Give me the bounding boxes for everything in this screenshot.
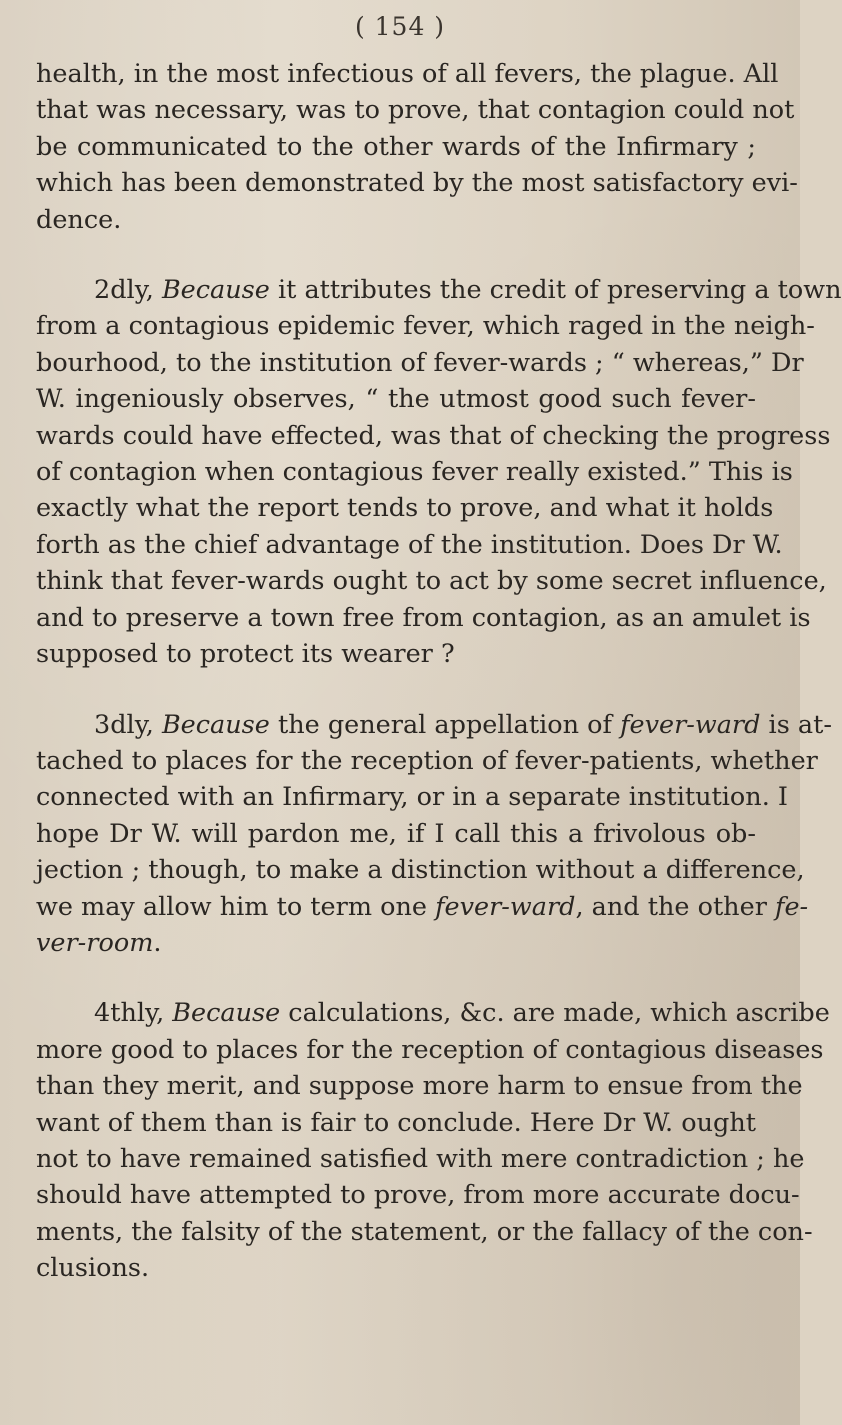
text-line [36,527,783,563]
text-line [36,202,756,238]
italic-text: fever-ward [620,709,761,740]
text-segment: . [153,927,162,958]
text-segment: supposed to protect its wearer ? [36,639,455,670]
text-line [36,925,756,961]
text-line [36,1068,803,1104]
text-segment: be communicated to the other wards of the Infirmary ; [36,131,756,162]
text-segment: is at- [760,709,832,740]
text-segment: more good to places for the reception of contagious diseases [36,1034,824,1065]
text-segment: want of them than is fair to conclude. Here Dr W. ought [36,1107,757,1138]
text-segment: which has been demonstrated by the most satisfactory evi- [36,168,798,199]
text-segment: 4thly, [94,998,173,1029]
paragraph-gap [36,961,756,995]
text-line [36,1214,813,1250]
paragraph [36,272,842,672]
paragraph [36,56,798,238]
text-segment: ments, the falsity of the statement, or the fallacy of the con- [36,1216,813,1247]
text-line [36,779,788,815]
italic-text: ver-room [36,927,154,958]
text-segment: calculations, &c. are made, which ascribe [280,998,830,1029]
text-line [36,816,756,852]
text-segment: hope Dr W. will pardon me, if I call this a frivolous ob- [36,818,756,849]
italic-text: fever-ward [435,891,576,922]
italic-text: Because [161,709,270,740]
text-line [36,1141,805,1177]
paragraph [36,995,830,1286]
text-line [36,600,811,636]
italic-text: fe- [775,891,809,922]
text-line [36,743,818,779]
text-line [36,563,827,599]
text-segment: not to have remained satisfied with mere contradiction ; he [36,1143,805,1174]
text-line [36,272,842,308]
paragraph-gap [36,238,756,272]
text-line [36,165,798,201]
italic-text: Because [161,275,270,306]
text-segment: forth as the chief advantage of the institution. Does Dr W. [36,529,783,560]
text-line [36,490,774,526]
text-segment: exactly what the report tends to prove, and what it holds [36,493,774,524]
text-segment: dence. [36,204,122,235]
italic-text: Because [172,998,281,1029]
text-line [36,1032,824,1068]
text-line [36,92,795,128]
text-line [36,707,832,743]
text-segment: should have attempted to prove, from more accurate docu- [36,1180,800,1211]
text-segment: bourhood, to the institution of fever-wards ; “ whereas,” Dr [36,347,804,378]
text-line [36,56,779,92]
text-segment: of contagion when contagious fever really existed.” This is [36,457,793,488]
text-line [36,852,805,888]
text-line [36,1105,756,1141]
text-line [36,454,793,490]
text-segment: the general appellation of [269,709,621,740]
text-line [36,636,756,672]
text-line [36,418,831,454]
body-text [36,56,842,1287]
text-segment: jection ; though, to make a distinction without a difference, [36,855,805,886]
text-line [36,1177,800,1213]
text-line [36,995,830,1031]
text-line [36,308,815,344]
text-segment: health, in the most infectious of all fevers, the plague. All [36,59,779,89]
text-segment: 2dly, [94,275,162,306]
page-number: ( 154 ) [354,12,446,41]
text-segment: it attributes the credit of preserving a town [269,275,842,306]
text-segment: and to preserve a town free from contagion, as an amulet is [36,602,811,633]
text-line [36,889,809,925]
text-segment: clusions. [36,1253,150,1284]
paragraph-gap [36,673,756,707]
text-segment: W. ingeniously observes, “ the utmost good such fever- [36,384,756,415]
text-segment: , and the other [575,891,775,922]
text-segment: we may allow him to term one [36,891,436,922]
text-segment: wards could have effected, was that of checking the progress [36,420,831,451]
text-line [36,381,756,417]
text-segment: from a contagious epidemic fever, which raged in the neigh- [36,311,815,342]
text-segment: connected with an Infirmary, or in a separate institution. I [36,782,788,813]
text-line [36,129,756,165]
text-segment: that was necessary, was to prove, that contagion could not [36,95,795,126]
text-line [36,345,804,381]
paragraph [36,707,832,962]
text-segment: than they merit, and suppose more harm to ensue from the [36,1071,803,1102]
text-segment: tached to places for the reception of fever-patients, whether [36,745,818,776]
text-segment: 3dly, [94,709,162,740]
text-line [36,1250,756,1286]
text-segment: think that fever-wards ought to act by some secret influence, [36,566,827,597]
